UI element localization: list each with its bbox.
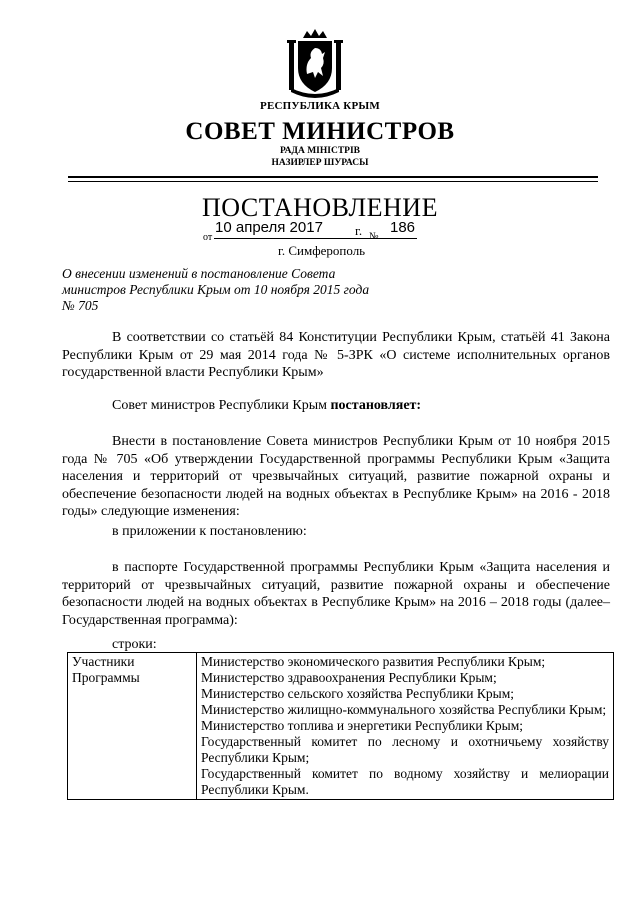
republic-name: РЕСПУБЛИКА КРЫМ bbox=[260, 100, 380, 112]
resolves-keyword: постановляет: bbox=[330, 398, 422, 413]
year-suffix: г. bbox=[355, 223, 363, 238]
list-item: Министерство экономического развития Республики Крым; bbox=[201, 654, 546, 669]
document-title: ПОСТАНОВЛЕНИЕ bbox=[202, 193, 438, 222]
resolves-text: Совет министров Республики Крым bbox=[112, 398, 331, 413]
body-paragraph-legal-basis: В соответствии со статьёй 84 Конституции Республики Крым, статьёй 41 Закона Республики Крым от 29 мая 2014 года № 5-ЗРК «О системе исполнительных органов государственной власти Республики Крым» bbox=[62, 330, 610, 380]
header-rule-thick bbox=[68, 176, 598, 178]
crimea-coat-of-arms-icon bbox=[285, 28, 345, 100]
number-sign: № bbox=[369, 231, 379, 242]
list-item: Министерство сельского хозяйства Республики Крым; bbox=[201, 686, 515, 701]
body-paragraph-lines: строки: bbox=[112, 637, 157, 652]
date-from-label: от bbox=[203, 232, 213, 243]
council-name-ukrainian: РАДА МІНІСТРІВ bbox=[279, 146, 360, 156]
list-item: Министерство жилищно-коммунального хозяйства Республики Крым; bbox=[201, 702, 607, 717]
document-city: г. Симферополь bbox=[278, 243, 366, 258]
list-item: Государственный комитет по водному хозяйству и мелиорации Республики Крым. bbox=[201, 766, 609, 797]
body-paragraph-passport: в паспорте Государственной программы Республики Крым «Защита населения и территорий от чрезвычайных ситуаций, развитие пожарной охраны и обеспечение безопасности людей на водных объектах в Республике Крым» на 2016 – 2018 годы (далее–Государственная программа): bbox=[62, 560, 610, 628]
document-number: 186 bbox=[390, 219, 416, 236]
list-item: Государственный комитет по лесному и охотничьему хозяйству Республики Крым; bbox=[201, 734, 609, 765]
dateline-underline bbox=[214, 238, 417, 239]
list-item: Министерство топлива и энергетики Республики Крым; bbox=[201, 718, 524, 733]
body-paragraph-resolves bbox=[62, 397, 610, 415]
table-row bbox=[68, 653, 614, 800]
document-subject: О внесении изменений в постановление Совета министров Республики Крым от 10 ноября 2015 года № 705 bbox=[62, 266, 370, 313]
participants-label-cell: Участники Программы bbox=[68, 653, 197, 800]
council-name: СОВЕТ МИНИСТРОВ bbox=[185, 118, 455, 145]
council-name-crimean-tatar: НАЗИРЛЕР ШУРАСЫ bbox=[271, 158, 369, 168]
header-rule-thin bbox=[68, 181, 598, 182]
list-item: Министерство здравоохранения Республики Крым; bbox=[201, 670, 497, 685]
body-paragraph-appendix: в приложении к постановлению: bbox=[112, 524, 307, 539]
program-participants-table bbox=[67, 652, 614, 800]
document-date: 10 апреля 2017 bbox=[215, 219, 323, 236]
body-paragraph-amendment: Внести в постановление Совета министров Республики Крым от 10 ноября 2015 года № 705 «Об утверждении Государственной программы Республики Крым «Защита населения и территорий от чрезвычайных ситуаций, развитие пожарной охраны и обеспечение безопасности людей на водных объектах в Республике Крым» на 2016 - 2018 годы» следующие изменения: bbox=[62, 434, 610, 519]
participants-list-cell bbox=[197, 653, 614, 800]
